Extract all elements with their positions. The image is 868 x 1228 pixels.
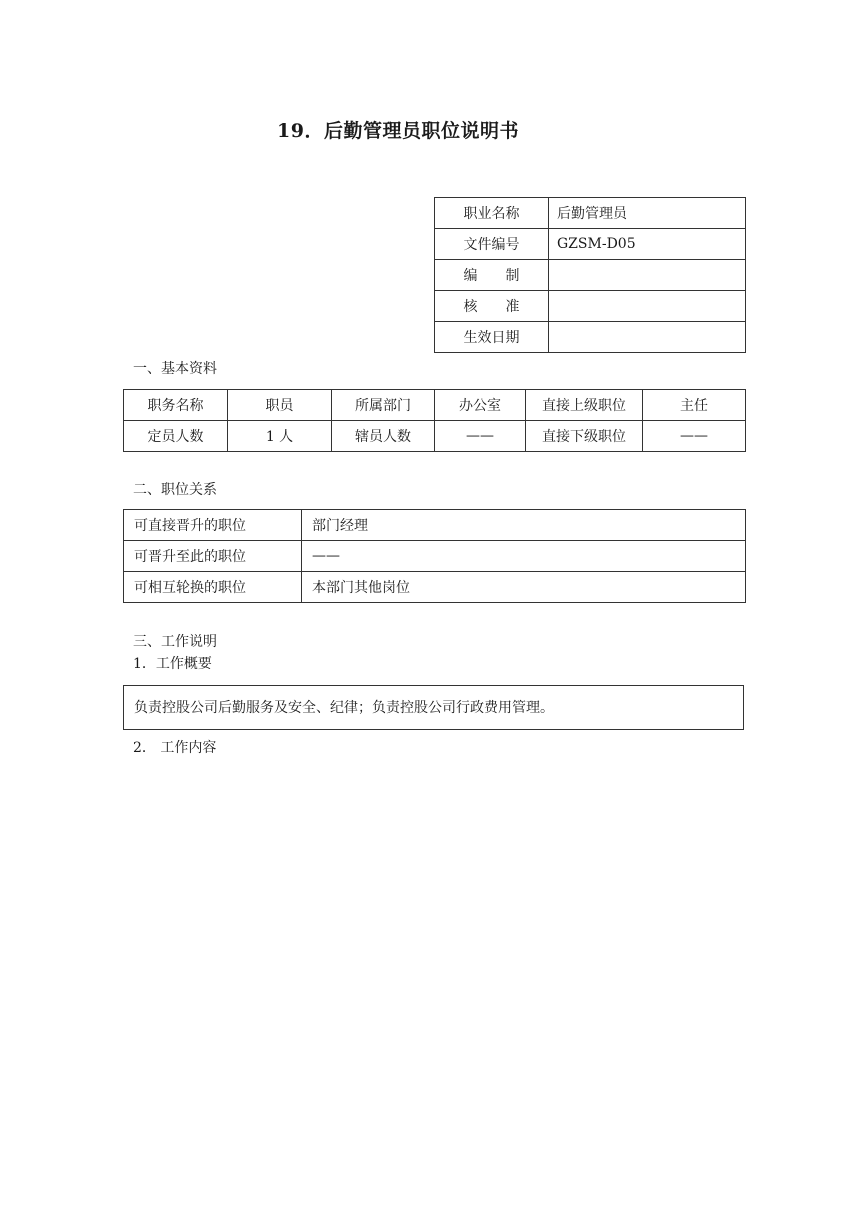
table-cell: 辖员人数 bbox=[332, 421, 435, 452]
section-heading-relations: 二、职位关系 bbox=[133, 482, 217, 498]
meta-row bbox=[435, 260, 746, 291]
page-title: 19．后勤管理员职位说明书 bbox=[277, 120, 519, 142]
meta-row bbox=[435, 198, 746, 229]
table-cell: 所属部门 bbox=[332, 390, 435, 421]
meta-row bbox=[435, 291, 746, 322]
table-cell: 直接上级职位 bbox=[526, 390, 643, 421]
table-row bbox=[124, 421, 746, 452]
table-cell: 可晋升至此的职位 bbox=[124, 541, 302, 572]
meta-value bbox=[549, 322, 746, 353]
meta-value bbox=[549, 260, 746, 291]
table-row bbox=[124, 541, 746, 572]
subheading-work-summary: 1．工作概要 bbox=[133, 656, 212, 672]
table-cell: 部门经理 bbox=[302, 510, 746, 541]
table-row bbox=[124, 390, 746, 421]
meta-label: 编 制 bbox=[435, 260, 549, 291]
meta-value: 后勤管理员 bbox=[549, 198, 746, 229]
meta-row bbox=[435, 322, 746, 353]
table-cell: —— bbox=[643, 421, 746, 452]
table-cell: —— bbox=[302, 541, 746, 572]
meta-label: 职业名称 bbox=[435, 198, 549, 229]
table-cell: 可直接晋升的职位 bbox=[124, 510, 302, 541]
meta-value bbox=[549, 291, 746, 322]
table-cell: 职务名称 bbox=[124, 390, 228, 421]
meta-row bbox=[435, 229, 746, 260]
table-cell: 主任 bbox=[643, 390, 746, 421]
meta-label: 核 准 bbox=[435, 291, 549, 322]
table-cell: 可相互轮换的职位 bbox=[124, 572, 302, 603]
table-cell: 职员 bbox=[228, 390, 332, 421]
table-row bbox=[124, 510, 746, 541]
meta-label: 文件编号 bbox=[435, 229, 549, 260]
table-row bbox=[124, 572, 746, 603]
table-cell: 1 人 bbox=[228, 421, 332, 452]
work-summary-box: 负责控股公司后勤服务及安全、纪律；负责控股公司行政费用管理。 bbox=[123, 685, 744, 730]
table-cell: 本部门其他岗位 bbox=[302, 572, 746, 603]
table-cell: —— bbox=[435, 421, 526, 452]
meta-value: GZSM-D05 bbox=[549, 229, 746, 260]
section-heading-basic-info: 一、基本资料 bbox=[133, 361, 217, 377]
document-meta-table bbox=[434, 197, 746, 353]
section-heading-work: 三、工作说明 bbox=[133, 634, 217, 650]
table-cell: 定员人数 bbox=[124, 421, 228, 452]
position-relations-table bbox=[123, 509, 746, 603]
table-cell: 办公室 bbox=[435, 390, 526, 421]
basic-info-table bbox=[123, 389, 746, 452]
meta-label: 生效日期 bbox=[435, 322, 549, 353]
table-cell: 直接下级职位 bbox=[526, 421, 643, 452]
subheading-work-content: 2． 工作内容 bbox=[133, 740, 217, 756]
